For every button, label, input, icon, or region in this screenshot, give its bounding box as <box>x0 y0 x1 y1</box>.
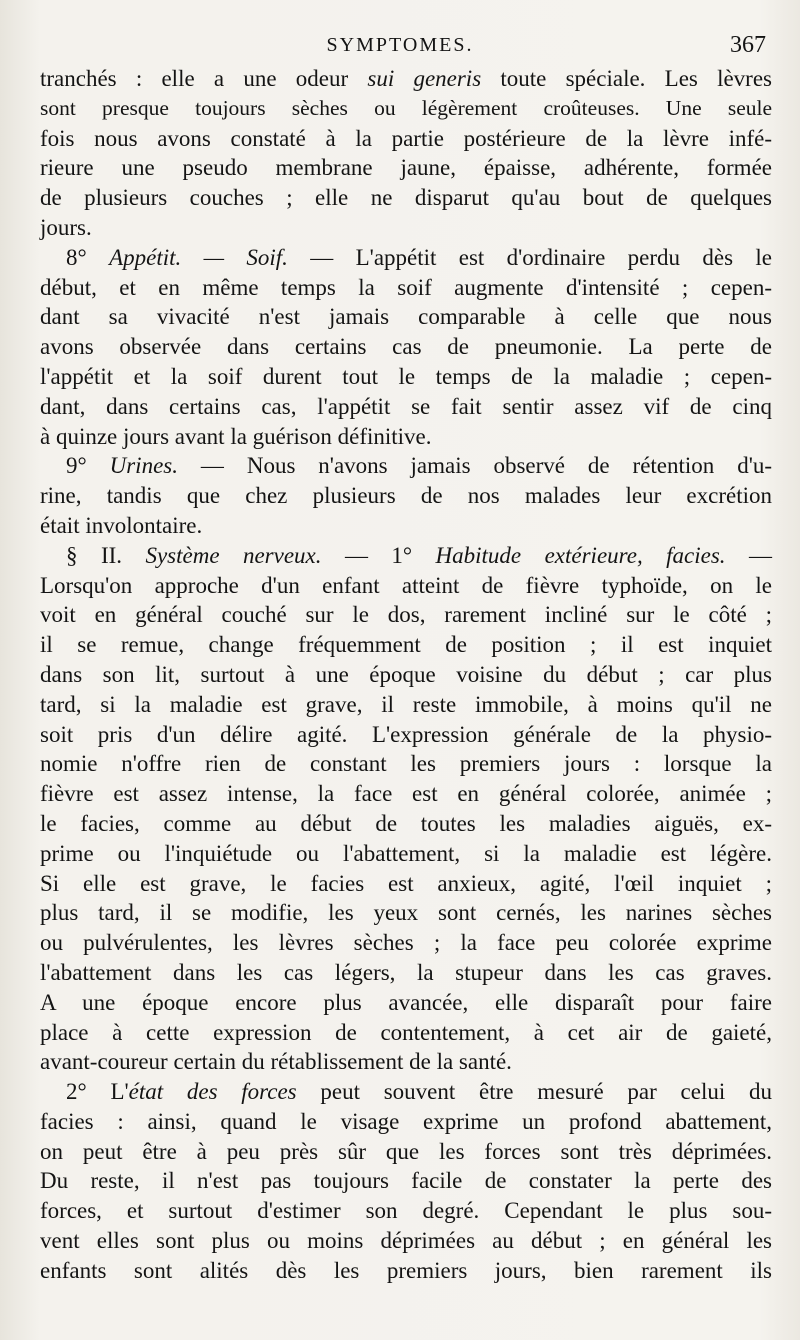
text-span: — <box>725 542 772 568</box>
text-line <box>40 362 772 392</box>
text-span: dant, dans certains cas, l'appétit se fait sentir assez vif de cinq <box>40 393 772 419</box>
text-line <box>40 958 772 988</box>
text-line <box>40 1166 772 1196</box>
text-span: rieure une pseudo membrane jaune, épaisse, adhérente, formée <box>40 155 772 181</box>
text-span: rine, tandis que chez plusieurs de nos malades leur excrétion <box>40 483 772 509</box>
text-span: — L'appétit est d'ordinaire perdu dès le <box>287 244 772 270</box>
text-line <box>40 839 772 869</box>
text-span: avons observée dans certains cas de pneumonie. La perte de <box>40 334 772 360</box>
text-span: 2° L' <box>66 1079 129 1105</box>
italic-text: Habitude extérieure, facies. <box>435 542 726 568</box>
text-line <box>40 690 772 720</box>
text-line <box>40 928 772 958</box>
text-span: dans son lit, surtout à une époque voisine du début ; car plus <box>40 661 772 687</box>
text-span: peut souvent être mesuré par celui du <box>296 1079 772 1105</box>
text-span: soit pris d'un délire agité. L'expression générale de la physio- <box>40 721 772 747</box>
text-span: dant sa vivacité n'est jamais comparable à celle que nous <box>40 304 772 330</box>
text-line <box>40 183 772 213</box>
body-text <box>40 64 772 1286</box>
text-span: vent elles sont plus ou moins déprimées au début ; en général les <box>40 1228 772 1254</box>
text-span: 9° <box>66 453 110 479</box>
italic-text: Urines. <box>109 453 178 479</box>
text-line <box>40 1077 772 1107</box>
text-line <box>40 481 772 511</box>
page-number: 367 <box>730 32 766 58</box>
text-line <box>40 869 772 899</box>
text-span: — Nous n'avons jamais observé de rétention d'u- <box>178 453 773 479</box>
text-span: le facies, comme au début de toutes les maladies aiguës, ex- <box>40 810 772 836</box>
italic-text: sui generis <box>367 66 482 91</box>
text-line <box>40 1196 772 1226</box>
text-span: avant-coureur certain du rétablissement de la santé. <box>40 1049 512 1075</box>
text-line <box>40 124 772 154</box>
text-line <box>40 213 772 243</box>
text-span: Du reste, il n'est pas toujours facile de constater la perte des <box>40 1168 772 1194</box>
text-line <box>40 988 772 1018</box>
text-span: place à cette expression de contentement, à cet air de gaieté, <box>40 1019 772 1045</box>
text-line <box>40 332 772 362</box>
text-span: l'appétit et la soif durent tout le temps de la maladie ; cepen- <box>40 363 772 389</box>
text-span: fièvre est assez intense, la face est en général colorée, animée ; <box>40 781 772 807</box>
text-line <box>40 243 772 273</box>
text-line <box>40 898 772 928</box>
text-span: à quinze jours avant la guérison définitive. <box>40 423 432 449</box>
text-span: 8° <box>66 244 110 270</box>
text-line <box>40 630 772 660</box>
text-line <box>40 1137 772 1167</box>
text-line <box>40 511 772 541</box>
italic-text: Appétit. — Soif. <box>109 244 288 270</box>
text-line <box>40 94 772 124</box>
text-span: sont presque toujours sèches ou légèrement croûteuses. Une seule <box>40 95 772 120</box>
running-head: SYMPTOMES. <box>326 34 474 56</box>
text-span: de plusieurs couches ; elle ne disparut qu'au bout de quelques <box>40 185 772 211</box>
text-span: § II. <box>66 542 146 568</box>
text-line <box>40 64 772 94</box>
text-line <box>40 1107 772 1137</box>
text-line <box>40 392 772 422</box>
text-span: nomie n'offre rien de constant les premiers jours : lorsque la <box>40 751 772 777</box>
text-span: était involontaire. <box>40 512 203 538</box>
text-span: début, et en même temps la soif augmente d'intensité ; cepen- <box>40 274 772 300</box>
text-span: tranchés : elle a une odeur <box>40 66 368 91</box>
text-span: tard, si la maladie est grave, il reste immobile, à moins qu'il ne <box>40 691 772 717</box>
text-span: forces, et surtout d'estimer son degré. Cependant le plus sou- <box>40 1198 772 1224</box>
text-line <box>40 302 772 332</box>
text-line <box>40 749 772 779</box>
text-span: A une époque encore plus avancée, elle disparaît pour faire <box>40 989 772 1015</box>
text-span: ou pulvérulentes, les lèvres sèches ; la face peu colorée exprime <box>40 930 772 956</box>
text-line <box>40 720 772 750</box>
text-line <box>40 451 772 481</box>
text-line <box>40 153 772 183</box>
page-header <box>0 34 800 64</box>
text-line <box>40 1226 772 1256</box>
text-line <box>40 273 772 303</box>
text-line <box>40 1018 772 1048</box>
text-span: Lorsqu'on approche d'un enfant atteint de fièvre typhoïde, on le <box>40 572 772 598</box>
italic-text: Système nerveux. <box>145 542 322 568</box>
italic-text: état des forces <box>128 1079 297 1105</box>
text-span: voit en général couché sur le dos, rarement incliné sur le côté ; <box>40 602 772 628</box>
text-span: plus tard, il se modifie, les yeux sont cernés, les narines sèches <box>40 900 772 926</box>
text-line <box>40 541 772 571</box>
text-span: enfants sont alités dès les premiers jours, bien rarement ils <box>40 1257 772 1283</box>
text-span: il se remue, change fréquemment de position ; il est inquiet <box>40 632 772 658</box>
text-span: toute spéciale. Les lèvres <box>481 66 772 91</box>
text-line <box>40 660 772 690</box>
text-span: facies : ainsi, quand le visage exprime un profond abattement, <box>40 1108 772 1134</box>
text-line <box>40 571 772 601</box>
text-line <box>40 422 772 452</box>
text-line <box>40 600 772 630</box>
text-span: fois nous avons constaté à la partie postérieure de la lèvre infé- <box>40 125 772 151</box>
text-span: — 1° <box>321 542 436 568</box>
text-span: on peut être à peu près sûr que les forces sont très déprimées. <box>40 1138 772 1164</box>
text-line <box>40 1047 772 1077</box>
text-span: Si elle est grave, le facies est anxieux, agité, l'œil inquiet ; <box>40 870 772 896</box>
text-line <box>40 809 772 839</box>
text-span: prime ou l'inquiétude ou l'abattement, si la maladie est légère. <box>40 840 772 866</box>
text-span: l'abattement dans les cas légers, la stupeur dans les cas graves. <box>40 959 772 985</box>
text-line <box>40 779 772 809</box>
text-line <box>40 1256 772 1286</box>
text-span: jours. <box>40 214 92 240</box>
